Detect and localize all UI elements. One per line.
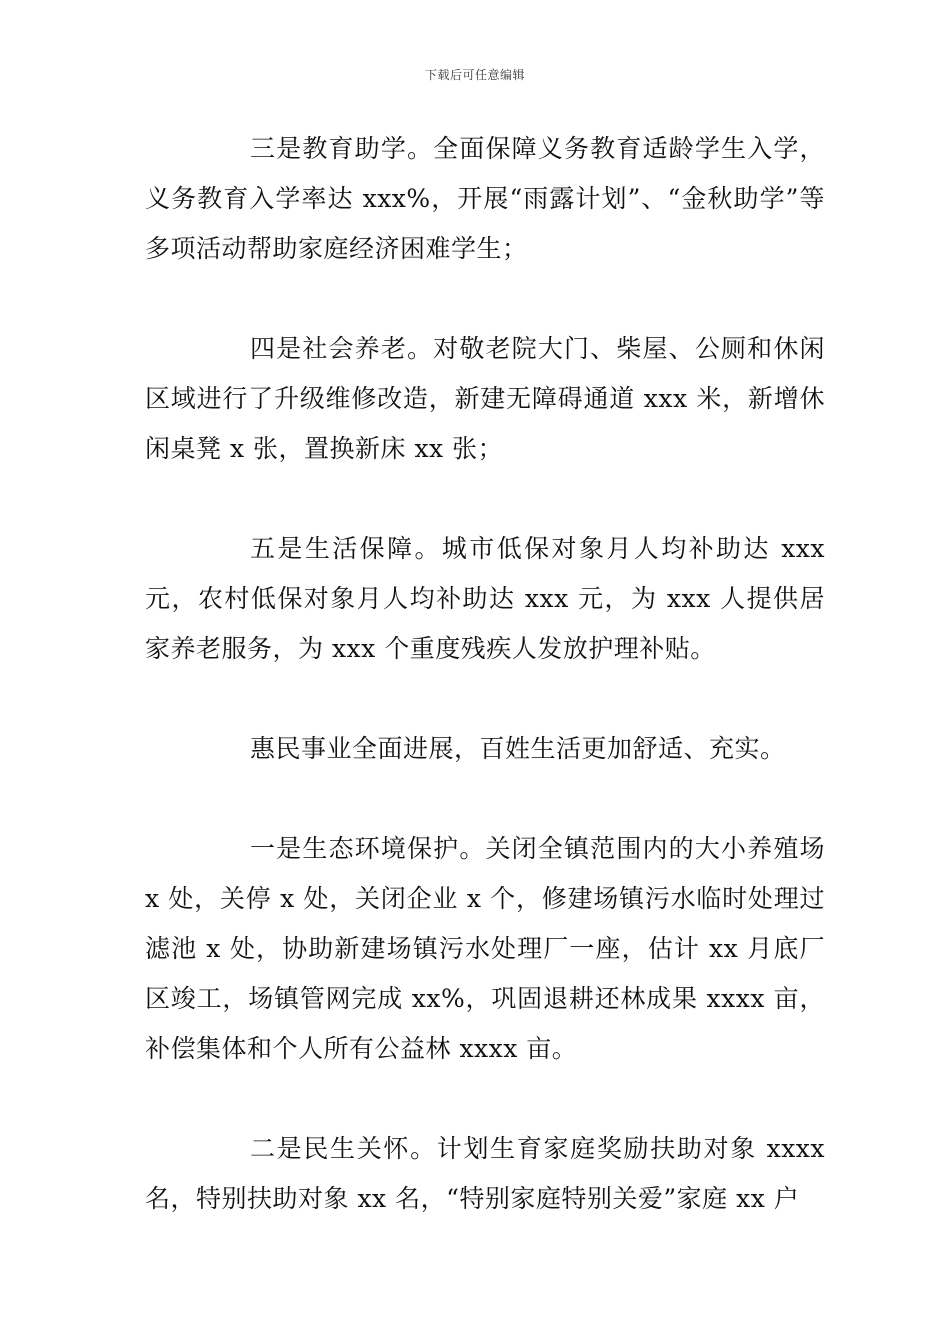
paragraph-livelihood: 二是民生关怀。计划生育家庭奖励扶助对象 xxxx 名，特别扶助对象 xx 名，“特别家庭特别关爱”家庭 xx 户 [145,1134,825,1213]
paragraph-gap [145,774,825,824]
document-body [145,124,825,1224]
paragraph-elderly-care: 四是社会养老。对敬老院大门、柴屋、公厕和休闲区域进行了升级维修改造，新建无障碍通道 xxx 米，新增休闲桌凳 x 张，置换新床 xx 张； [145,334,825,463]
paragraph-education: 三是教育助学。全面保障义务教育适龄学生入学，义务教育入学率达 xxx%，开展“雨露计划”、“金秋助学”等多项活动帮助家庭经济困难学生； [145,134,825,263]
paragraph-environment: 一是生态环境保护。关闭全镇范围内的大小养殖场 x 处，关停 x 处，关闭企业 x 个，修建场镇污水临时处理过滤池 x 处，协助新建场镇污水处理厂一座，估计 xx 月底厂区竣工，场镇管网完成 xx%，巩固退耕还林成果 xxxx 亩，补偿集体和个人所有公益林 xxxx 亩。 [145,834,825,1063]
paragraph-gap [145,474,825,524]
header-note: 下载后可任意编辑 [424,68,525,82]
paragraph-summary: 惠民事业全面进展，百姓生活更加舒适、充实。 [250,734,786,763]
paragraph-gap [145,1074,825,1124]
paragraph-gap [145,274,825,324]
paragraph-gap [145,674,825,724]
paragraph-living-security: 五是生活保障。城市低保对象月人均补助达 xxx 元，农村低保对象月人均补助达 xxx 元，为 xxx 人提供居家养老服务，为 xxx 个重度残疾人发放护理补贴。 [145,534,825,663]
